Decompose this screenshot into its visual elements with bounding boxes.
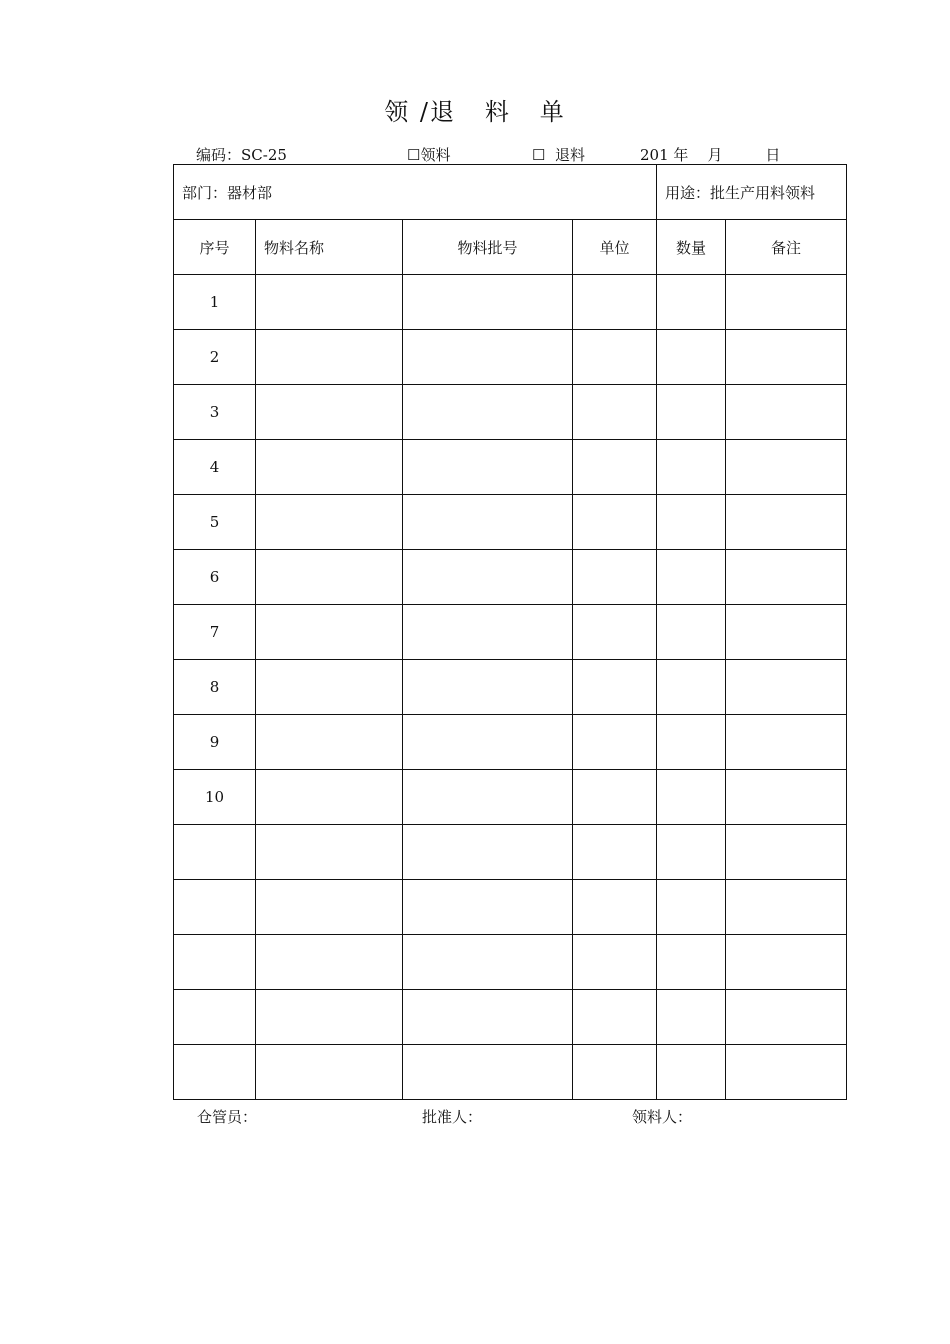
cell-quantity[interactable] <box>657 715 726 770</box>
cell-seq: 4 <box>174 440 256 495</box>
cell-unit[interactable] <box>573 770 657 825</box>
cell-unit[interactable] <box>573 440 657 495</box>
cell-batch-no[interactable] <box>403 825 573 880</box>
table-row <box>174 1045 847 1100</box>
cell-batch-no[interactable] <box>403 880 573 935</box>
cell-unit[interactable] <box>573 550 657 605</box>
cell-batch-no[interactable] <box>403 440 573 495</box>
cell-batch-no[interactable] <box>403 770 573 825</box>
cell-batch-no[interactable] <box>403 935 573 990</box>
form-title: 领 /退 料 单 <box>384 98 566 126</box>
header-row <box>174 220 847 275</box>
cell-unit[interactable] <box>573 715 657 770</box>
cell-batch-no[interactable] <box>403 550 573 605</box>
cell-remarks[interactable] <box>726 330 847 385</box>
header-material-name: 物料名称 <box>256 220 403 275</box>
cell-material-name[interactable] <box>256 495 403 550</box>
cell-seq <box>174 990 256 1045</box>
cell-remarks[interactable] <box>726 1045 847 1100</box>
cell-material-name[interactable] <box>256 330 403 385</box>
cell-remarks[interactable] <box>726 880 847 935</box>
cell-seq: 8 <box>174 660 256 715</box>
cell-seq: 10 <box>174 770 256 825</box>
warehouse-keeper-label: 仓管员： <box>197 1108 258 1126</box>
cell-seq: 1 <box>174 275 256 330</box>
cell-quantity[interactable] <box>657 880 726 935</box>
return-material-checkbox[interactable]: ☐ 退料 <box>532 146 585 164</box>
cell-remarks[interactable] <box>726 605 847 660</box>
cell-quantity[interactable] <box>657 550 726 605</box>
cell-batch-no[interactable] <box>403 275 573 330</box>
cell-quantity[interactable] <box>657 275 726 330</box>
info-row <box>174 165 847 220</box>
approver-label: 批准人： <box>422 1108 483 1126</box>
cell-unit[interactable] <box>573 825 657 880</box>
cell-batch-no[interactable] <box>403 330 573 385</box>
cell-unit[interactable] <box>573 275 657 330</box>
cell-seq: 3 <box>174 385 256 440</box>
cell-material-name[interactable] <box>256 660 403 715</box>
header-seq: 序号 <box>174 220 256 275</box>
cell-unit[interactable] <box>573 385 657 440</box>
cell-unit[interactable] <box>573 880 657 935</box>
table-row <box>174 385 847 440</box>
cell-material-name[interactable] <box>256 440 403 495</box>
header-unit: 单位 <box>573 220 657 275</box>
cell-unit[interactable] <box>573 1045 657 1100</box>
cell-remarks[interactable] <box>726 990 847 1045</box>
cell-seq: 2 <box>174 330 256 385</box>
table-row <box>174 990 847 1045</box>
cell-quantity[interactable] <box>657 605 726 660</box>
cell-quantity[interactable] <box>657 330 726 385</box>
cell-seq <box>174 935 256 990</box>
cell-batch-no[interactable] <box>403 990 573 1045</box>
cell-unit[interactable] <box>573 605 657 660</box>
table-row <box>174 440 847 495</box>
cell-remarks[interactable] <box>726 385 847 440</box>
cell-remarks[interactable] <box>726 440 847 495</box>
cell-seq <box>174 1045 256 1100</box>
cell-unit[interactable] <box>573 495 657 550</box>
cell-quantity[interactable] <box>657 770 726 825</box>
cell-batch-no[interactable] <box>403 605 573 660</box>
cell-material-name[interactable] <box>256 385 403 440</box>
cell-quantity[interactable] <box>657 660 726 715</box>
cell-material-name[interactable] <box>256 550 403 605</box>
cell-material-name[interactable] <box>256 880 403 935</box>
cell-seq <box>174 880 256 935</box>
usage-cell: 用途：批生产用料领料 <box>657 165 847 220</box>
table-row <box>174 660 847 715</box>
table-row <box>174 275 847 330</box>
cell-seq: 6 <box>174 550 256 605</box>
cell-unit[interactable] <box>573 935 657 990</box>
header-batch-no: 物料批号 <box>403 220 573 275</box>
cell-quantity[interactable] <box>657 990 726 1045</box>
cell-quantity[interactable] <box>657 495 726 550</box>
cell-unit[interactable] <box>573 990 657 1045</box>
table-row <box>174 880 847 935</box>
receiver-label: 领料人： <box>632 1108 693 1126</box>
cell-material-name[interactable] <box>256 715 403 770</box>
cell-remarks[interactable] <box>726 550 847 605</box>
header-quantity: 数量 <box>657 220 726 275</box>
cell-material-name[interactable] <box>256 770 403 825</box>
cell-unit[interactable] <box>573 330 657 385</box>
header-remarks: 备注 <box>726 220 847 275</box>
cell-quantity[interactable] <box>657 935 726 990</box>
cell-remarks[interactable] <box>726 660 847 715</box>
cell-seq <box>174 825 256 880</box>
cell-remarks[interactable] <box>726 715 847 770</box>
cell-quantity[interactable] <box>657 1045 726 1100</box>
cell-remarks[interactable] <box>726 495 847 550</box>
table-row <box>174 495 847 550</box>
table-row <box>174 825 847 880</box>
cell-remarks[interactable] <box>726 275 847 330</box>
take-material-checkbox[interactable]: ☐领料 <box>407 146 451 164</box>
table-row <box>174 935 847 990</box>
cell-seq: 9 <box>174 715 256 770</box>
department-cell: 部门：器材部 <box>174 165 657 220</box>
cell-remarks[interactable] <box>726 770 847 825</box>
cell-material-name[interactable] <box>256 935 403 990</box>
cell-batch-no[interactable] <box>403 495 573 550</box>
cell-quantity[interactable] <box>657 385 726 440</box>
form-code: 编码：SC-25 <box>196 146 287 164</box>
cell-quantity[interactable] <box>657 825 726 880</box>
cell-unit[interactable] <box>573 660 657 715</box>
cell-batch-no[interactable] <box>403 660 573 715</box>
cell-seq: 7 <box>174 605 256 660</box>
cell-material-name[interactable] <box>256 605 403 660</box>
cell-material-name[interactable] <box>256 825 403 880</box>
form-date: 201 年 月 日 <box>640 146 781 164</box>
cell-remarks[interactable] <box>726 935 847 990</box>
material-form-table <box>173 164 847 1100</box>
table-row <box>174 330 847 385</box>
cell-batch-no[interactable] <box>403 385 573 440</box>
cell-material-name[interactable] <box>256 1045 403 1100</box>
table-row <box>174 770 847 825</box>
table-row <box>174 605 847 660</box>
table-row <box>174 550 847 605</box>
cell-quantity[interactable] <box>657 440 726 495</box>
cell-remarks[interactable] <box>726 825 847 880</box>
cell-batch-no[interactable] <box>403 1045 573 1100</box>
cell-material-name[interactable] <box>256 990 403 1045</box>
cell-seq: 5 <box>174 495 256 550</box>
table-row <box>174 715 847 770</box>
cell-material-name[interactable] <box>256 275 403 330</box>
cell-batch-no[interactable] <box>403 715 573 770</box>
